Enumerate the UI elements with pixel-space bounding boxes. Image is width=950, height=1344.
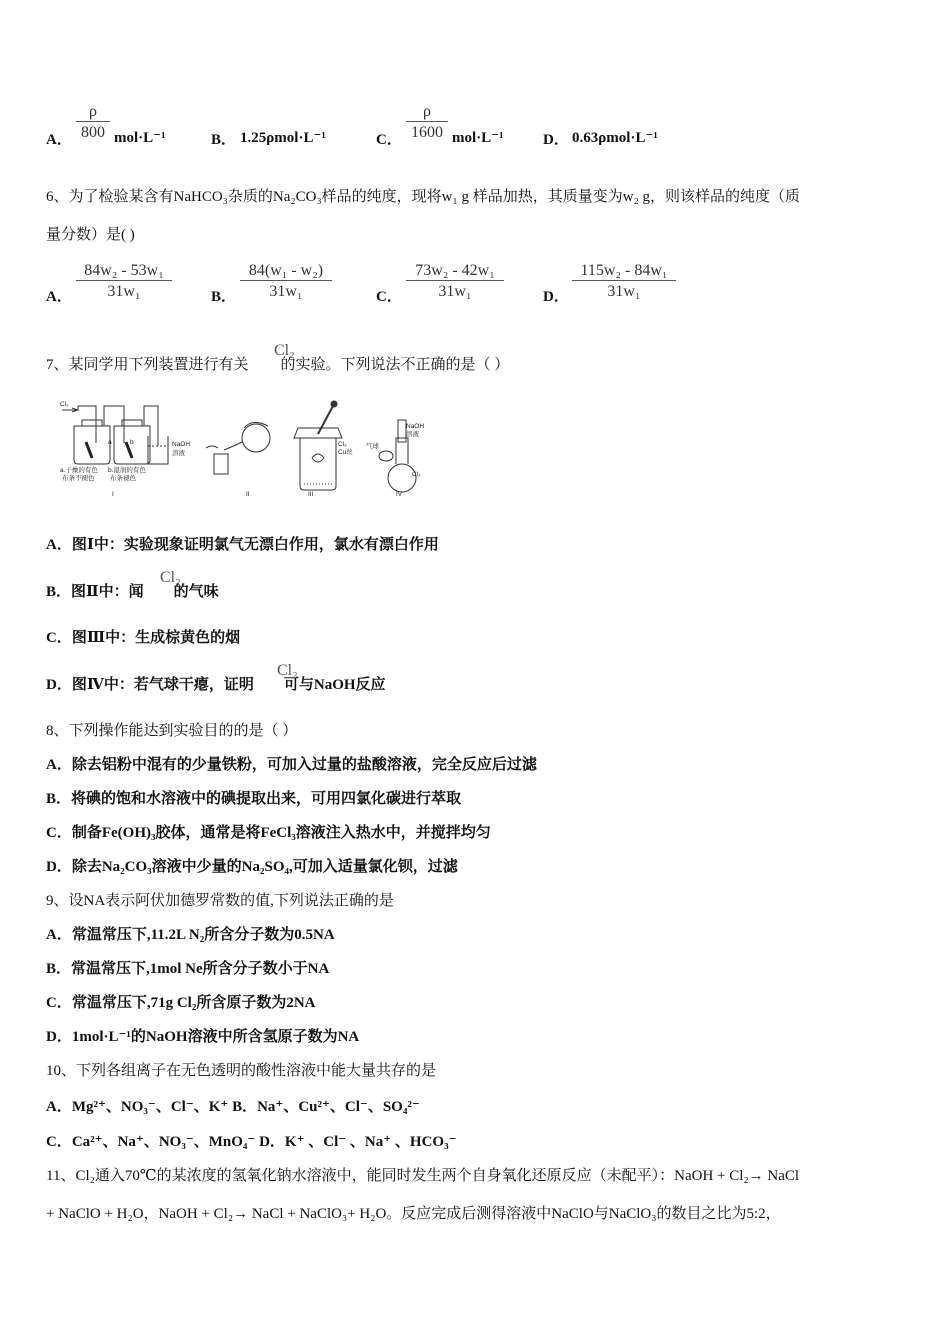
fig3-label-cu: Cu丝 bbox=[338, 449, 353, 456]
q11-line2: + NaClO + H₂O，NaOH + Cl₂→ NaCl + NaClO₃+ H₂O。反应完成后测得溶液中NaClO与NaClO₃的数目之比为5:2， bbox=[46, 1206, 781, 1222]
fig1-label-cl2: Cl₂ bbox=[60, 401, 69, 408]
q8-opt-a: A．除去铝粉中混有的少量铁粉，可加入过量的盐酸溶液，完全反应后过滤 bbox=[46, 757, 537, 773]
q7-opt-b bbox=[46, 582, 219, 602]
q5-opt-a-den: 800 bbox=[81, 124, 105, 141]
fig1-bottle-b-stopper bbox=[122, 420, 142, 426]
fig3-jar bbox=[300, 438, 336, 490]
fig1-tube-a bbox=[78, 406, 96, 443]
q6-opt-c-num: 73w₂ - 42w₁ bbox=[406, 262, 504, 281]
q5-opt-a-num: ρ bbox=[76, 103, 110, 122]
fig4-flask bbox=[388, 464, 416, 492]
fig2-bottle bbox=[214, 454, 228, 474]
q6-opt-c-letter: C． bbox=[376, 289, 402, 305]
q6-opt-b-num: 84(w₁ - w₂) bbox=[240, 262, 332, 281]
fig-roman-2: II bbox=[246, 491, 250, 498]
fig2-arm bbox=[224, 442, 242, 450]
q9-opt-b: B．常温常压下,1mol Ne所含分子数小于NA bbox=[46, 961, 330, 977]
q6-opt-d-num: 115w₂ - 84w₁ bbox=[572, 262, 676, 281]
q10-stem: 10、下列各组离子在无色透明的酸性溶液中能大量共存的是 bbox=[46, 1063, 437, 1079]
fig4-dropper bbox=[398, 420, 406, 442]
fig1-cloth-a bbox=[86, 442, 92, 458]
fig1-label-a-desc1: a.干燥的有色 bbox=[60, 467, 98, 474]
q7-opt-d-cl2: Cl₂ bbox=[277, 662, 298, 679]
q9-opt-d: D．1mol·L⁻¹的NaOH溶液中所含氢原子数为NA bbox=[46, 1029, 360, 1045]
q7-opt-d bbox=[46, 675, 386, 695]
fig4-label-naoh: NaOH bbox=[406, 423, 425, 430]
q6-opt-b-den: 31w₁ bbox=[269, 283, 303, 300]
q6-opt-a-den: 31w₁ bbox=[107, 283, 141, 300]
q6-opt-a-fraction bbox=[76, 262, 172, 301]
fig4-balloon bbox=[379, 451, 393, 461]
fig-roman-1: I bbox=[112, 491, 114, 498]
fig4-label-balloon: 气球 bbox=[366, 443, 379, 450]
q8-opt-c: C．制备Fe(OH)₃胶体，通常是将FeCl₃溶液注入热水中，并搅拌均匀 bbox=[46, 825, 491, 841]
q6-opt-d-fraction bbox=[572, 262, 676, 301]
fig2-hand bbox=[206, 446, 218, 448]
fig2-head bbox=[242, 424, 270, 452]
q6-opt-a-num: 84w₂ - 53w₁ bbox=[76, 262, 172, 281]
q7-stem-a: 7、某同学用下列装置进行有关 bbox=[46, 357, 249, 373]
q8-opt-d: D．除去Na₂CO₃溶液中少量的Na₂SO₄,可加入适量氯化钡，过滤 bbox=[46, 859, 458, 875]
q6-opt-b-fraction bbox=[240, 262, 332, 301]
q6-stem-line1: 6、为了检验某含有NaHCO₃杂质的Na₂CO₃样品的纯度，现将w₁ g 样品加热，其质量变为w₂ g，则该样品的纯度（质 bbox=[46, 189, 801, 205]
fig4-label-cl2: Cl₂ bbox=[412, 471, 421, 478]
fig1-bottle-a-stopper bbox=[82, 420, 102, 426]
q7-opt-b-a: B．图Ⅱ中：闻 bbox=[46, 584, 144, 600]
q7-opt-a: A．图Ⅰ中：实验现象证明氯气无漂白作用，氯水有漂白作用 bbox=[46, 537, 439, 553]
q9-opt-c: C．常温常压下,71g Cl₂所含原子数为2NA bbox=[46, 995, 316, 1011]
fig-roman-3: III bbox=[308, 491, 314, 498]
q6-opt-c-den: 31w₁ bbox=[438, 283, 472, 300]
fig1-label-a: a bbox=[108, 439, 112, 446]
q7-opt-d-b: 可与NaOH反应 bbox=[283, 677, 386, 693]
fig3-rod-top bbox=[331, 401, 337, 407]
q5-opt-d-letter: D． bbox=[543, 132, 569, 148]
q5-opt-c-letter: C． bbox=[376, 132, 402, 148]
q7-opt-b-cl2: Cl₂ bbox=[160, 569, 181, 586]
q7-stem-b: 的实验。下列说法不正确的是（ ） bbox=[280, 357, 510, 373]
q7-opt-b-b: 的气味 bbox=[173, 584, 219, 600]
q6-opt-b-letter: B． bbox=[211, 289, 237, 305]
q6-opt-d-letter: D． bbox=[543, 289, 569, 305]
q5-opt-a-fraction bbox=[76, 103, 110, 142]
q9-opt-a: A．常温常压下,11.2L N₂所含分子数为0.5NA bbox=[46, 927, 335, 943]
q8-stem: 8、下列操作能达到实验目的的是（ ） bbox=[46, 723, 298, 739]
q6-opt-d-den: 31w₁ bbox=[607, 283, 641, 300]
q6-stem-line2: 量分数）是( ) bbox=[46, 227, 135, 243]
q11-line1: 11、Cl₂通入70℃的某浓度的氢氧化钠水溶液中，能同时发生两个自身氧化还原反应（未配平）：NaOH + Cl₂→ NaCl bbox=[46, 1168, 800, 1184]
q7-opt-c: C．图Ⅲ中：生成棕黄色的烟 bbox=[46, 630, 241, 646]
q7-cl2-formula: Cl₂ bbox=[274, 342, 295, 359]
q5-opt-d-text: 0.63ρmol·L⁻¹ bbox=[572, 130, 658, 146]
q5-opt-c-den: 1600 bbox=[411, 124, 443, 141]
fig1-label-b: b bbox=[130, 439, 134, 446]
fig3-rod bbox=[318, 404, 334, 434]
fig1-label-solution: 溶液 bbox=[172, 450, 185, 457]
fig1-label-b-desc2: 布条褪色 bbox=[110, 475, 136, 482]
fig1-label-b-desc1: b.湿润的有色 bbox=[108, 467, 146, 474]
q5-opt-b-letter: B． bbox=[211, 132, 237, 148]
fig3-label-cl2: Cl₂ bbox=[338, 441, 347, 448]
q5-opt-a-unit: mol·L⁻¹ bbox=[114, 130, 166, 146]
fig1-label-naoh: NaOH bbox=[172, 441, 191, 448]
q6-opt-a-letter: A． bbox=[46, 289, 72, 305]
q7-apparatus-figure bbox=[56, 398, 436, 503]
fig1-label-a-desc2: 布条不褪色 bbox=[62, 475, 95, 482]
q5-opt-b-text: 1.25ρmol·L⁻¹ bbox=[240, 130, 326, 146]
q9-stem: 9、设NA表示阿伏加德罗常数的值,下列说法正确的是 bbox=[46, 893, 394, 909]
q6-opt-c-fraction bbox=[406, 262, 504, 301]
q10-opt-cd: C．Ca²⁺、Na⁺、NO₃⁻、MnO₄⁻ D．K⁺ 、Cl⁻ 、Na⁺ 、HCO₃⁻ bbox=[46, 1134, 457, 1150]
fig3-cu-wire bbox=[312, 454, 324, 462]
q10-opt-ab: A．Mg²⁺、NO₃⁻、Cl⁻、K⁺ B．Na⁺、Cu²⁺、Cl⁻、SO₄²⁻ bbox=[46, 1099, 420, 1115]
fig-roman-4: IV bbox=[396, 491, 403, 498]
q5-opt-c-unit: mol·L⁻¹ bbox=[452, 130, 504, 146]
q5-opt-c-num: ρ bbox=[406, 103, 448, 122]
q5-opt-a-letter: A． bbox=[46, 132, 72, 148]
fig4-label-solution: 溶液 bbox=[406, 431, 419, 438]
q5-opt-c-fraction bbox=[406, 103, 448, 142]
q8-opt-b: B．将碘的饱和水溶液中的碘提取出来，可用四氯化碳进行萃取 bbox=[46, 791, 462, 807]
q7-opt-d-a: D．图Ⅳ中：若气球干瘪，证明 bbox=[46, 677, 254, 693]
fig1-bottle-a bbox=[74, 426, 110, 464]
